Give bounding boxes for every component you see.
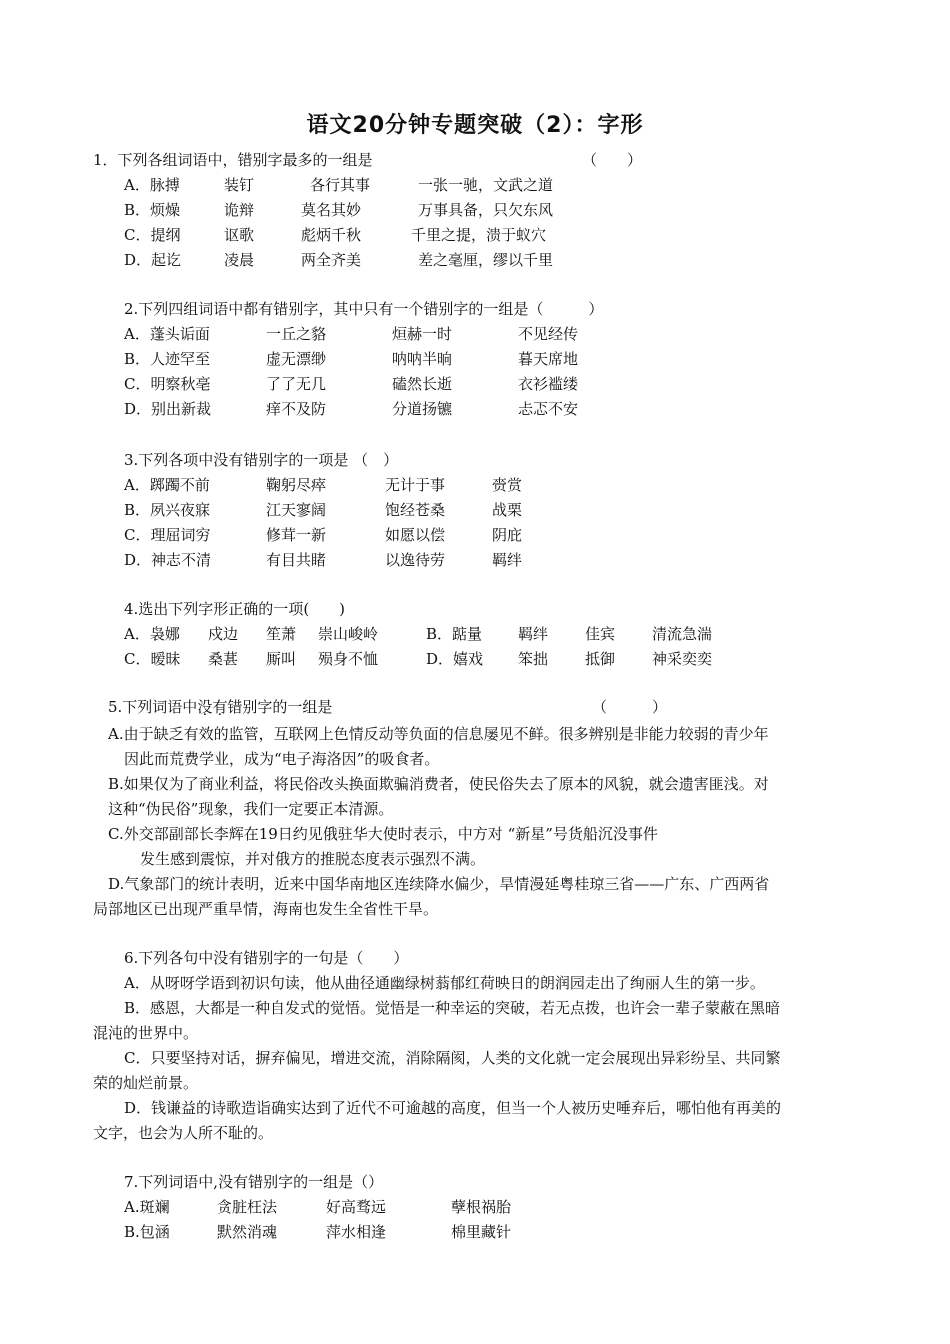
q7-option-a-4: 孽根祸胎	[451, 1198, 512, 1216]
q1-option-c-1: C．提纲	[124, 226, 181, 244]
q1-option-c-3: 彪炳千秋	[301, 226, 362, 244]
q6-line-2: B．感恩，大都是一种自发式的觉悟。觉悟是一种幸运的突破，若无点拨，也许会一辈子蒙蔽在黑暗	[124, 999, 781, 1017]
q5-line-7: D.气象部门的统计表明，近来中国华南地区连续降水偏少，旱情漫延粤桂琼三省——广东、广西两省	[108, 875, 770, 893]
q2-option-b-1: B．人迹罕至	[124, 350, 211, 368]
q1-option-b-1: B．烦燥	[124, 201, 181, 219]
q2-option-b-2: 虚无漂缈	[266, 350, 327, 368]
q5-emphasis-char-2: 有	[212, 698, 228, 716]
q2-option-c-3: 磕然长逝	[392, 375, 453, 393]
q4-option-b-1: B．踮量	[426, 625, 483, 643]
q3-option-b-1: B．夙兴夜寐	[124, 501, 211, 519]
q3-option-a-3: 无计于事	[385, 476, 446, 494]
q7-stem: 7.下列词语中,没有错别字的一组是（）	[124, 1173, 384, 1191]
q1-option-b-4: 万事具备，只欠东风	[418, 201, 554, 219]
q4-option-d-4: 神采奕奕	[652, 650, 713, 668]
q1-option-a-1: A．脉搏	[124, 176, 180, 194]
q4-option-b-4: 清流急湍	[652, 625, 713, 643]
q1-option-d-3: 两全齐美	[301, 251, 362, 269]
q5-answer-bracket: （ ）	[592, 698, 668, 716]
q5-line-5: C.外交部副部长李辉在19日约见俄驻华大使时表示，中方对 “新星”号货船沉没事件	[108, 825, 658, 843]
q1-option-a-3: 各行其事	[310, 176, 371, 194]
q1-option-b-3: 莫名其妙	[301, 201, 362, 219]
q5-line-8: 局部地区已出现严重旱情，海南也发生全省性干旱。	[93, 900, 439, 918]
q4-option-c-1: C．暧昧	[124, 650, 181, 668]
q3-option-d-2: 有目共睹	[266, 551, 327, 569]
q1-option-d-1: D．起讫	[124, 251, 182, 269]
q2-option-c-4: 衣衫褴缕	[518, 375, 579, 393]
q2-option-d-2: 痒不及防	[266, 400, 327, 418]
q2-option-d-1: D．别出新裁	[124, 400, 212, 418]
q4-option-c-2: 桑葚	[208, 650, 239, 668]
q1-option-a-2: 装钉	[224, 176, 255, 194]
q6-line-1: A．从呀呀学语到初识句读，他从曲径通幽绿树蓊郁红荷映日的朗润园走出了绚丽人生的第一步。	[124, 974, 765, 992]
q5-line-3: B.如果仅为了商业利益，将民俗改头换面欺骗消费者，使民俗失去了原本的风貌，就会遗害匪浅。对	[108, 775, 769, 793]
q5-stem-pre: 5.下列词语中	[108, 698, 198, 716]
q2-stem: 2.下列四组词语中都有错别字，其中只有一个错别字的一组是（ ）	[124, 300, 604, 318]
q6-line-7: 文字，也会为人所不耻的。	[93, 1124, 274, 1142]
q2-option-a-1: A．蓬头诟面	[124, 325, 210, 343]
q6-line-3: 混沌的世界中。	[93, 1024, 199, 1042]
q4-option-a-2: 戍边	[208, 625, 239, 643]
q2-option-a-2: 一丘之貉	[266, 325, 327, 343]
q3-option-c-1: C．理屈词穷	[124, 526, 211, 544]
q1-option-c-2: 讴歌	[224, 226, 255, 244]
q1-option-d-4: 差之毫厘，缪以千里	[418, 251, 554, 269]
q2-option-d-3: 分道扬镳	[392, 400, 453, 418]
q4-option-b-3: 佳宾	[585, 625, 616, 643]
page-title: 语文20分钟专题突破（2）：字形	[306, 113, 644, 138]
q6-line-5: 荣的灿烂前景。	[93, 1074, 199, 1092]
q3-option-a-2: 鞠躬尽瘁	[266, 476, 327, 494]
q5-line-1: A.由于缺乏有效的监管，互联网上色情反动等负面的信息屡见不鲜。很多辨别是非能力较弱的青少年	[108, 725, 769, 743]
q3-option-d-3: 以逸待劳	[385, 551, 446, 569]
q6-line-6: D．钱谦益的诗歌造诣确实达到了近代不可逾越的高度，但当一个人被历史唾弃后，哪怕他有再美的	[124, 1099, 782, 1117]
q3-option-c-2: 修茸一新	[266, 526, 327, 544]
q5-line-4: 这种“伪民俗”现象，我们一定要正本清源。	[108, 800, 394, 818]
q7-option-a-3: 好高骛远	[326, 1198, 387, 1216]
q4-option-a-1: A．袅娜	[124, 625, 180, 643]
q6-line-4: C．只要坚持对话，摒弃偏见，增进交流，消除隔阂，人类的文化就一定会展现出异彩纷呈、共同繁	[124, 1049, 781, 1067]
q1-stem: 1．下列各组词语中，错别字最多的一组是	[93, 151, 373, 169]
q1-option-a-4: 一张一驰，文武之道	[418, 176, 554, 194]
q4-option-c-4: 殒身不恤	[318, 650, 379, 668]
q4-option-a-4: 崇山峻岭	[318, 625, 379, 643]
q2-option-a-3: 烜赫一时	[392, 325, 453, 343]
q5-stem	[108, 697, 332, 717]
q3-option-b-3: 饱经苍桑	[385, 501, 446, 519]
q5-line-6: 发生感到震惊，并对俄方的推脱态度表示强烈不满。	[140, 850, 486, 868]
q4-option-b-2: 羁绊	[518, 625, 549, 643]
q2-option-d-4: 忐忑不安	[518, 400, 579, 418]
q4-option-a-3: 笙萧	[266, 625, 297, 643]
q7-option-b-3: 萍水相逢	[326, 1223, 387, 1241]
q4-option-d-2: 笨拙	[518, 650, 549, 668]
q3-option-b-4: 战栗	[492, 501, 523, 519]
q3-option-c-3: 如愿以偿	[385, 526, 446, 544]
q2-option-c-2: 了了无几	[266, 375, 327, 393]
q3-option-a-1: A．踯躅不前	[124, 476, 210, 494]
q6-stem: 6.下列各句中没有错别字的一句是（ ）	[124, 949, 409, 967]
q3-stem: 3.下列各项中没有错别字的一项是 （ ）	[124, 451, 399, 469]
q4-option-d-1: D．嬉戏	[426, 650, 484, 668]
q7-option-b-1: B.包涵	[124, 1223, 170, 1241]
q5-stem-post: 错别字的一组是	[227, 698, 333, 716]
q2-option-c-1: C．明察秋亳	[124, 375, 211, 393]
q3-option-d-1: D．神志不清	[124, 551, 212, 569]
q2-option-b-3: 呐呐半晌	[392, 350, 453, 368]
q7-option-b-4: 棉里藏针	[451, 1223, 512, 1241]
q3-option-a-4: 赍赏	[492, 476, 523, 494]
q1-option-d-2: 凌晨	[224, 251, 255, 269]
q1-answer-bracket: （ ）	[582, 151, 643, 169]
q1-option-c-4: 千里之提，溃于蚁穴	[411, 226, 547, 244]
q2-option-a-4: 不见经传	[518, 325, 579, 343]
q3-option-c-4: 阴庇	[492, 526, 523, 544]
q7-option-a-1: A.斑斓	[124, 1198, 170, 1216]
q7-option-b-2: 默然消魂	[217, 1223, 278, 1241]
q4-option-d-3: 抵御	[585, 650, 616, 668]
q3-option-b-2: 江天寥阔	[266, 501, 327, 519]
q5-emphasis-char-1: 没	[197, 698, 213, 716]
q2-option-b-4: 暮天席地	[518, 350, 579, 368]
q4-stem: 4.选出下列字形正确的一项( )	[124, 600, 346, 618]
q1-option-b-2: 诡辩	[224, 201, 255, 219]
q5-line-2: 因此而荒费学业，成为“电子海洛因”的吸食者。	[124, 750, 440, 768]
q4-option-c-3: 厮叫	[266, 650, 297, 668]
q7-option-a-2: 贪脏枉法	[217, 1198, 278, 1216]
q3-option-d-4: 羁绊	[492, 551, 523, 569]
